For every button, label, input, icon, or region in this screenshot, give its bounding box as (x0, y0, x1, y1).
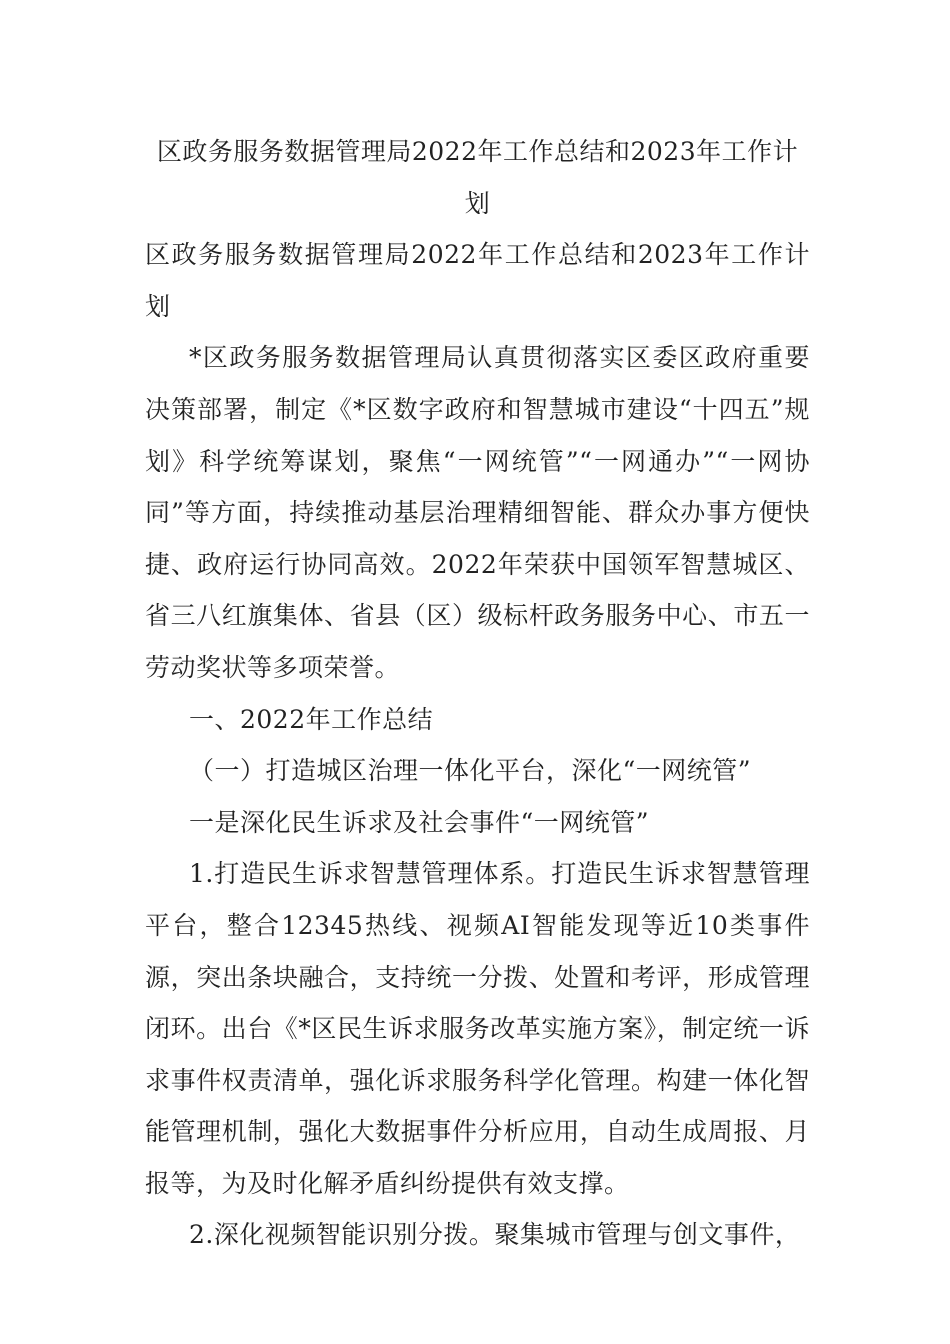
section-heading: 一、2022年工作总结 (189, 704, 434, 734)
document-body (145, 126, 810, 1261)
body-paragraph: 2.深化视频智能识别分拨。聚集城市管理与创文事件， (189, 1220, 801, 1250)
intro-paragraph: *区政务服务数据管理局认真贯彻落实区委区政府重要决策部署，制定《*区数字政府和智慧城市建设“十四五”规划》科学统筹谋划，聚焦“一网统管”“一网通办”“一网协同”等方面，持续推动基层治理精细智能、群众办事方便快捷、政府运行协同高效。2022年荣获中国领军智慧城区、省三八红旗集体、省县（区）级标杆政务服务中心、市五一劳动奖状等多项荣誉。 (145, 343, 810, 682)
document-subtitle: 区政务服务数据管理局2022年工作总结和2023年工作计划 (145, 240, 810, 321)
document-title: 区政务服务数据管理局2022年工作总结和2023年工作计划 (156, 137, 799, 218)
subsection-heading: （一）打造城区治理一体化平台，深化“一网统管” (189, 756, 752, 786)
point-heading: 一是深化民生诉求及社会事件“一网统管” (189, 807, 650, 837)
body-paragraph: 1.打造民生诉求智慧管理体系。打造民生诉求智慧管理平台，整合12345热线、视频AI智能发现等近10类事件源，突出条块融合，支持统一分拨、处置和考评，形成管理闭环。出台《*区民生诉求服务改革实施方案》，制定统一诉求事件权责清单，强化诉求服务科学化管理。构建一体化智能管理机制，强化大数据事件分析应用，自动生成周报、月报等，为及时化解矛盾纠纷提供有效支撑。 (145, 859, 810, 1198)
